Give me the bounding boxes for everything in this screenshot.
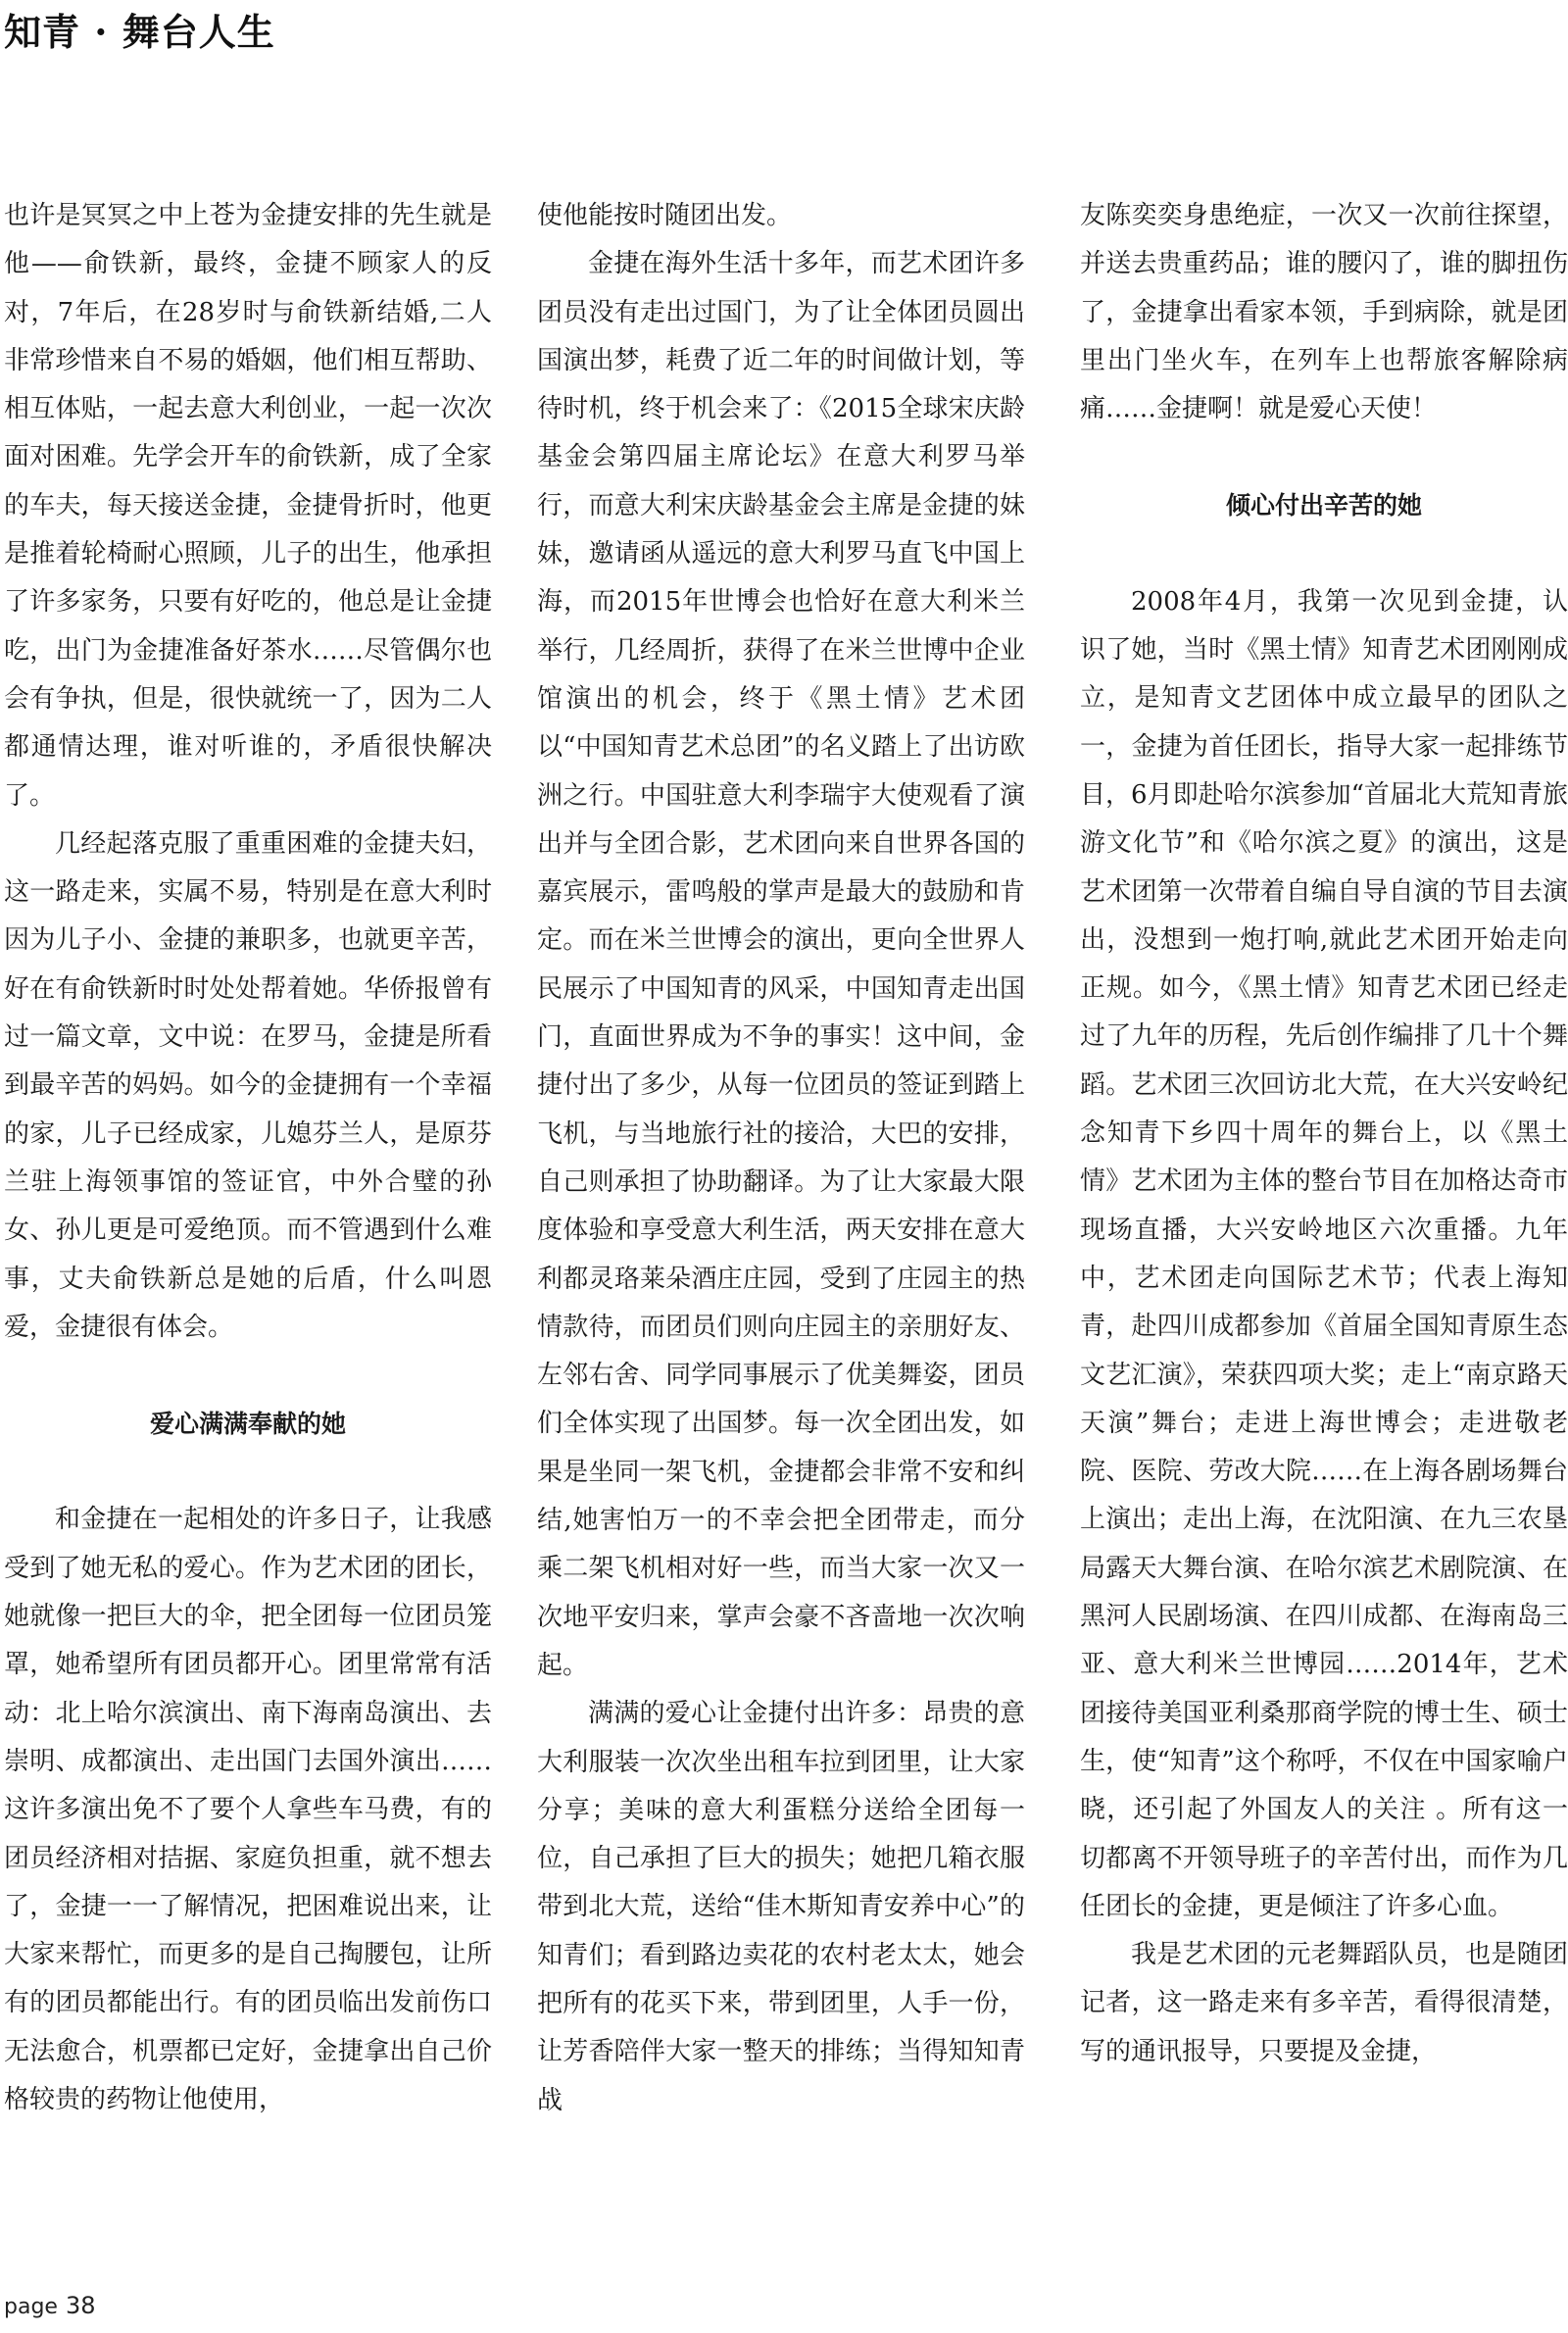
paragraph: 金捷在海外生活十多年，而艺术团许多团员没有走出过国门，为了让全体团员圆出国演出梦，耗费了近二年的时间做计划，等待时机，终于机会来了：《2015全球宋庆龄基金会第四届主席论坛》在意大利罗马举行，而意大利宋庆龄基金会主席是金捷的妹妹，邀请函从遥远的意大利罗马直飞中国上海，而2015年世博会也恰好在意大利米兰举行，几经周折，获得了在米兰世博中企业馆演出的机会，终于《黑土情》艺术团以“中国知青艺术总团”的名义踏上了出访欧洲之行。中国驻意大利李瑞宇大使观看了演出并与全团合影，艺术团向来自世界各国的嘉宾展示，雷鸣般的掌声是最大的鼓励和肯定。而在米兰世博会的演出，更向全世界人民展示了中国知青的风采，中国知青走出国门，直面世界成为不争的事实！这中间，金捷付出了多少，从每一位团员的签证到踏上飞机，与当地旅行社的接洽，大巴的安排，自己则承担了协助翻译。为了让大家最大限度体验和享受意大利生活，两天安排在意大利都灵珞莱朵酒庄庄园，受到了庄园主的热情款待，而团员们则向庄园主的亲朋好友、左邻右舍、同学同事展示了优美舞姿，团员们全体实现了出国梦。每一次全团出发，如果是坐同一架飞机，金捷都会非常不安和纠结,她害怕万一的不幸会把全团带走，而分乘二架飞机相对好一些，而当大家一次又一次地平安归来，掌声会豪不吝啬地一次次响起。 [537,249,1025,1680]
paragraph: 2008年4月，我第一次见到金捷，认识了她，当时《黑土情》知青艺术团刚刚成立，是知青文艺团体中成立最早的团队之一，金捷为首任团长，指导大家一起排练节目，6月即赴哈尔滨参加“首届北大荒知青旅游文化节”和《哈尔滨之夏》的演出，这是艺术团第一次带着自编自导自演的节目去演出，没想到一炮打响,就此艺术团开始走向正规。如今，《黑土情》知青艺术团已经走过了九年的历程，先后创作编排了几十个舞蹈。艺术团三次回访北大荒，在大兴安岭纪念知青下乡四十周年的舞台上，以《黑土情》艺术团为主体的整台节目在加格达奇市现场直播，大兴安岭地区六次重播。九年中，艺术团走向国际艺术节；代表上海知青，赴四川成都参加《首届全国知青原生态文艺汇演》，荣获四项大奖；走上“南京路天天演”舞台；走进上海世博会；走进敬老院、医院、劳改大院……在上海各剧场舞台上演出；走出上海，在沈阳演、在九三农垦局露天大舞台演、在哈尔滨艺术剧院演、在黑河人民剧场演、在四川成都、在海南岛三亚、意大利米兰世博园……2014年，艺术团接待美国亚利桑那商学院的博士生、硕士生，使“知青”这个称呼，不仅在中国家喻户晓，还引起了外国友人的关注 。所有这一切都离不开领导班子的辛苦付出，而作为几任团长的金捷，更是倾注了许多心血。 [1080,586,1568,1921]
page-footer [4,2292,96,2319]
paragraph: 也许是冥冥之中上苍为金捷安排的先生就是他——俞铁新，最终，金捷不顾家人的反对，7年后，在28岁时与俞铁新结婚,二人非常珍惜来自不易的婚姻，他们相互帮助、相互体贴，一起去意大利创业，一起一次次面对困难。先学会开车的俞铁新，成了全家的车夫，每天接送金捷，金捷骨折时，他更是推着轮椅耐心照顾，儿子的出生，他承担了许多家务，只要有好吃的，他总是让金捷吃，出门为金捷准备好茶水……尽管偶尔也会有争执，但是，很快就统一了，因为二人都通情达理，谁对听谁的，矛盾很快解决了。 [4,201,492,811]
paragraph: 友陈奕奕身患绝症，一次又一次前往探望，并送去贵重药品；谁的腰闪了，谁的脚扭伤了，金捷拿出看家本领，手到病除，就是团里出门坐火车，在列车上也帮旅客解除病痛……金捷啊！就是爱心天使！ [1080,201,1568,424]
paragraph: 几经起落克服了重重困难的金捷夫妇，这一路走来，实属不易，特别是在意大利时因为儿子小、金捷的兼职多，也就更辛苦，好在有俞铁新时时处处帮着她。华侨报曾有过一篇文章，文中说：在罗马，金捷是所看到最辛苦的妈妈。如今的金捷拥有一个幸福的家，儿子已经成家，儿媳芬兰人，是原芬兰驻上海领事馆的签证官，中外合璧的孙女、孙儿更是可爱绝顶。而不管遇到什么难事，丈夫俞铁新总是她的后盾，什么叫恩爱，金捷很有体会。 [4,828,492,1342]
paragraph: 和金捷在一起相处的许多日子，让我感受到了她无私的爱心。作为艺术团的团长，她就像一把巨大的伞，把全团每一位团员笼罩，她希望所有团员都开心。团里常常有活动：北上哈尔滨演出、南下海南岛演出、去崇明、成都演出、走出国门去国外演出……这许多演出免不了要个人拿些车马费，有的团员经济相对拮据、家庭负担重，就不想去了，金捷一一了解情况，把困难说出来，让大家来帮忙，而更多的是自己掏腰包，让所有的团员都能出行。有的团员临出发前伤口无法愈合，机票都已定好，金捷拿出自己价格较贵的药物让他使用， [4,1505,492,2114]
page-title: 知青 · 舞台人生 [4,10,275,54]
section-heading: 倾心付出辛苦的她 [1225,491,1422,521]
paragraph: 我是艺术团的元老舞蹈队员，也是随团记者，这一路走来有多辛苦，看得很清楚，写的通讯报导，只要提及金捷， [1080,1940,1568,2066]
text-column-3 [1080,192,1568,2076]
paragraph: 满满的爱心让金捷付出许多：昂贵的意大利服装一次次坐出租车拉到团里，让大家分享；美味的意大利蛋糕分送给全团每一位，自己承担了巨大的损失；她把几箱衣服带到北大荒，送给“佳木斯知青安养中心”的知青们；看到路边卖花的农村老太太，她会把所有的花买下来，带到团里，人手一份，让芳香陪伴大家一整天的排练；当得知知青战 [537,1699,1025,2115]
text-column-2 [537,192,1025,2125]
section-heading: 爱心满满奉献的她 [149,1410,346,1439]
paragraph: 使他能按时随团出发。 [537,201,793,230]
page-number: 38 [65,2292,96,2319]
text-column-1 [4,192,492,2124]
page-label: page [4,2295,58,2319]
